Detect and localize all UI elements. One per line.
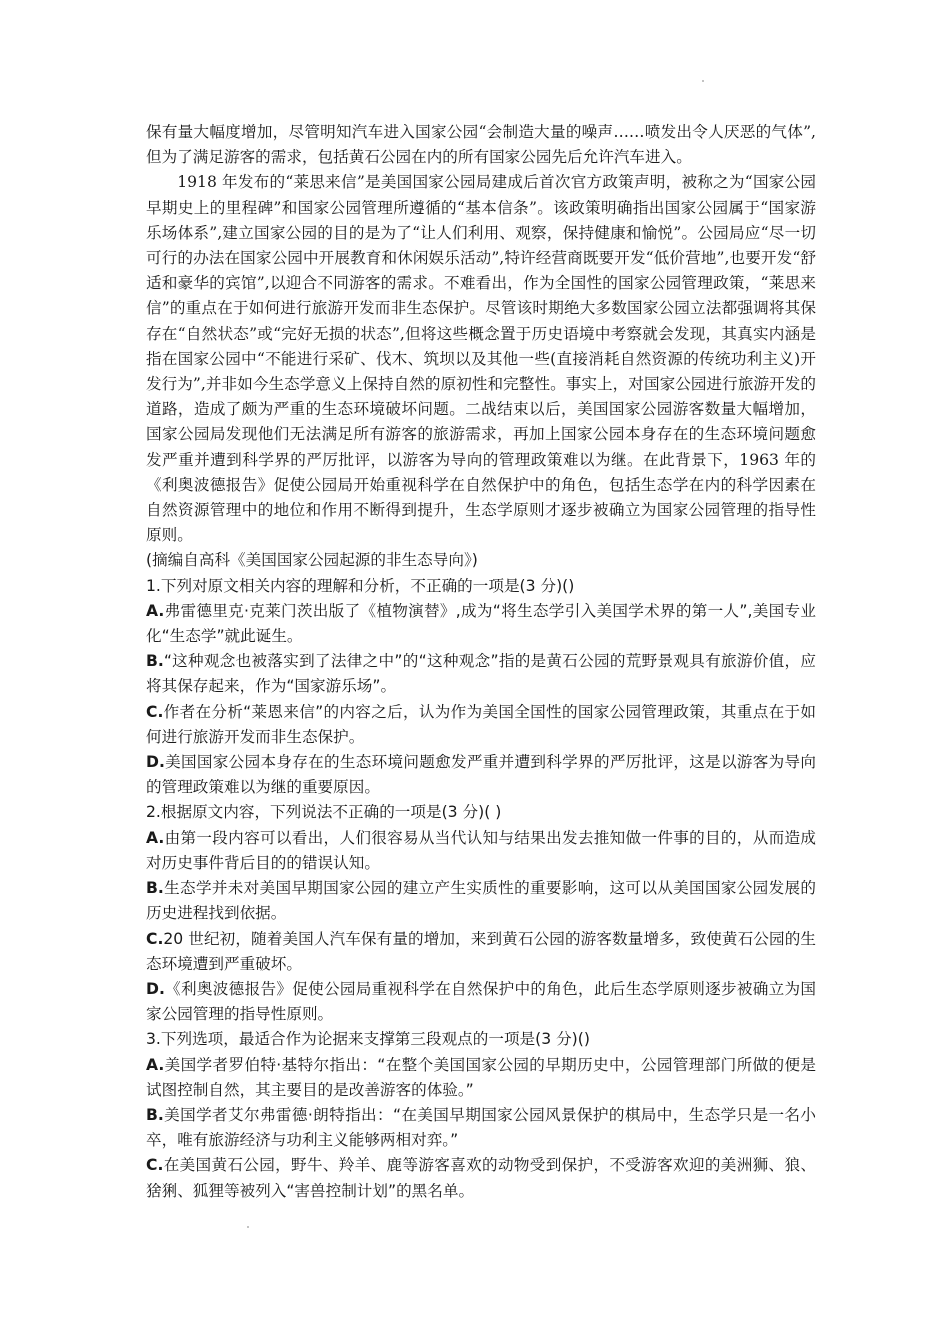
option-text: 作者在分析“莱恩来信”的内容之后，认为作为美国全国性的国家公园管理政策，其重点在于如何进行旅游开发而非生态保护。	[146, 702, 816, 746]
option-text: 在美国黄石公园，野牛、羚羊、鹿等游客喜欢的动物受到保护，不受游客欢迎的美洲狮、狼、猞猁、狐狸等被列入“害兽控制计划”的黑名单。	[146, 1156, 816, 1200]
option-a	[146, 599, 816, 649]
passage-source: (摘编自高科《美国国家公园起源的非生态导向》)	[146, 551, 478, 570]
question-3	[146, 1027, 816, 1203]
option-letter: D.	[146, 753, 165, 772]
option-letter: A.	[146, 828, 165, 847]
option-text: 美国学者艾尔弗雷德·朗特指出：“在美国早期国家公园风景保护的棋局中，生态学只是一名小卒，唯有旅游经济与功利主义能够两相对弈。”	[146, 1105, 816, 1150]
question-stem: 1.下列对原文相关内容的理解和分析，不正确的一项是(3 分)()	[146, 576, 575, 595]
option-letter: C.	[146, 702, 164, 721]
option-text: 美国国家公园本身存在的生态环境问题愈发严重并遭到科学界的严厉批评，这是以游客为导向的管理政策难以为继的重要原因。	[146, 753, 816, 797]
option-c	[146, 700, 816, 750]
scan-dot	[702, 80, 704, 82]
option-letter: B.	[146, 652, 164, 671]
option-d	[146, 977, 816, 1027]
option-text: 生态学并未对美国早期国家公园的建立产生实质性的重要影响，这可以从美国国家公园发展的历史进程找到依据。	[146, 879, 816, 923]
option-a	[146, 1053, 816, 1103]
passage-paragraph-2: 1918 年发布的“莱思来信”是美国国家公园局建成后首次官方政策声明，被称之为“国家公园早期史上的里程碑”和国家公园管理所遵循的“基本信条”。该政策明确指出国家公园属于“国家游乐场体系”,建立国家公园的目的是为了“让人们利用、观察，保持健康和愉悦”。公园局应“尽一切可行的办法在国家公园中开展教育和休闲娱乐活动”,特许经营商既要开发“低价营地”,也要开发“舒适和豪华的宾馆”,以迎合不同游客的需求。不难看出，作为全国性的国家公园管理政策，“莱思来信”的重点在于如何进行旅游开发而非生态保护。尽管该时期绝大多数国家公园立法都强调将其保存在“自然状态”或“完好无损的状态”,但将这些概念置于历史语境中考察就会发现，其真实内涵是指在国家公园中“不能进行采矿、伐木、筑坝以及其他一些(直接消耗自然资源的传统功利主义)开发行为”,并非如今生态学意义上保持自然的原初性和完整性。事实上，对国家公园进行旅游开发的道路，造成了颇为严重的生态环境破坏问题。二战结束以后，美国国家公园游客数量大幅增加，国家公园局发现他们无法满足所有游客的旅游需求，再加上国家公园本身存在的生态环境问题愈发严重并遭到科学界的严厉批评，以游客为导向的管理政策难以为继。在此背景下，1963 年的《利奥波德报告》促使公园局开始重视科学在自然保护中的角色，包括生态学在内的科学因素在自然资源管理中的地位和作用不断得到提升，生态学原则才逐步被确立为国家公园管理的指导性原则。	[146, 173, 816, 545]
option-b	[146, 876, 816, 926]
option-c	[146, 927, 816, 977]
option-text: 美国学者罗伯特·基特尔指出：“在整个美国国家公园的早期历史中，公园管理部门所做的便是试图控制自然，其主要目的是改善游客的体验。”	[146, 1055, 816, 1099]
question-1	[146, 574, 816, 801]
option-text: 20 世纪初，随着美国人汽车保有量的增加，来到黄石公园的游客数量增多，致使黄石公园的生态环境遭到严重破坏。	[146, 929, 816, 973]
option-letter: A.	[146, 601, 165, 620]
question-stem: 2.根据原文内容，下列说法不正确的一项是(3 分)( )	[146, 803, 502, 822]
option-letter: B.	[146, 879, 164, 898]
option-letter: D.	[146, 979, 165, 998]
option-b	[146, 1103, 816, 1153]
option-letter: A.	[146, 1055, 165, 1074]
option-d	[146, 750, 816, 800]
option-c	[146, 1153, 816, 1203]
option-text: 由第一段内容可以看出，人们很容易从当代认知与结果出发去推知做一件事的目的，从而造成对历史事件背后目的的错误认知。	[146, 828, 816, 872]
option-letter: B.	[146, 1105, 164, 1124]
option-text: “这种观念也被落实到了法律之中”的“这种观念”指的是黄石公园的荒野景观具有旅游价值，应将其保存起来，作为“国家游乐场”。	[146, 652, 816, 696]
scan-dot	[247, 1226, 249, 1228]
option-a	[146, 826, 816, 876]
option-b	[146, 649, 816, 699]
option-letter: C.	[146, 1156, 164, 1175]
option-text: 弗雷德里克·克莱门茨出版了《植物演替》,成为“将生态学引入美国学术界的第一人”,美国专业化“生态学”就此诞生。	[146, 601, 816, 646]
option-text: 《利奥波德报告》促使公园局重视科学在自然保护中的角色，此后生态学原则逐步被确立为国家公园管理的指导性原则。	[146, 979, 816, 1024]
passage-paragraph-1: 保有量大幅度增加，尽管明知汽车进入国家公园“会制造大量的噪声……喷发出令人厌恶的气体”,但为了满足游客的需求，包括黄石公园在内的所有国家公园先后允许汽车进入。	[146, 123, 816, 167]
question-2	[146, 800, 816, 1027]
option-letter: C.	[146, 929, 164, 948]
document-page	[146, 120, 816, 1204]
question-stem: 3.下列选项，最适合作为论据来支撑第三段观点的一项是(3 分)()	[146, 1030, 590, 1049]
